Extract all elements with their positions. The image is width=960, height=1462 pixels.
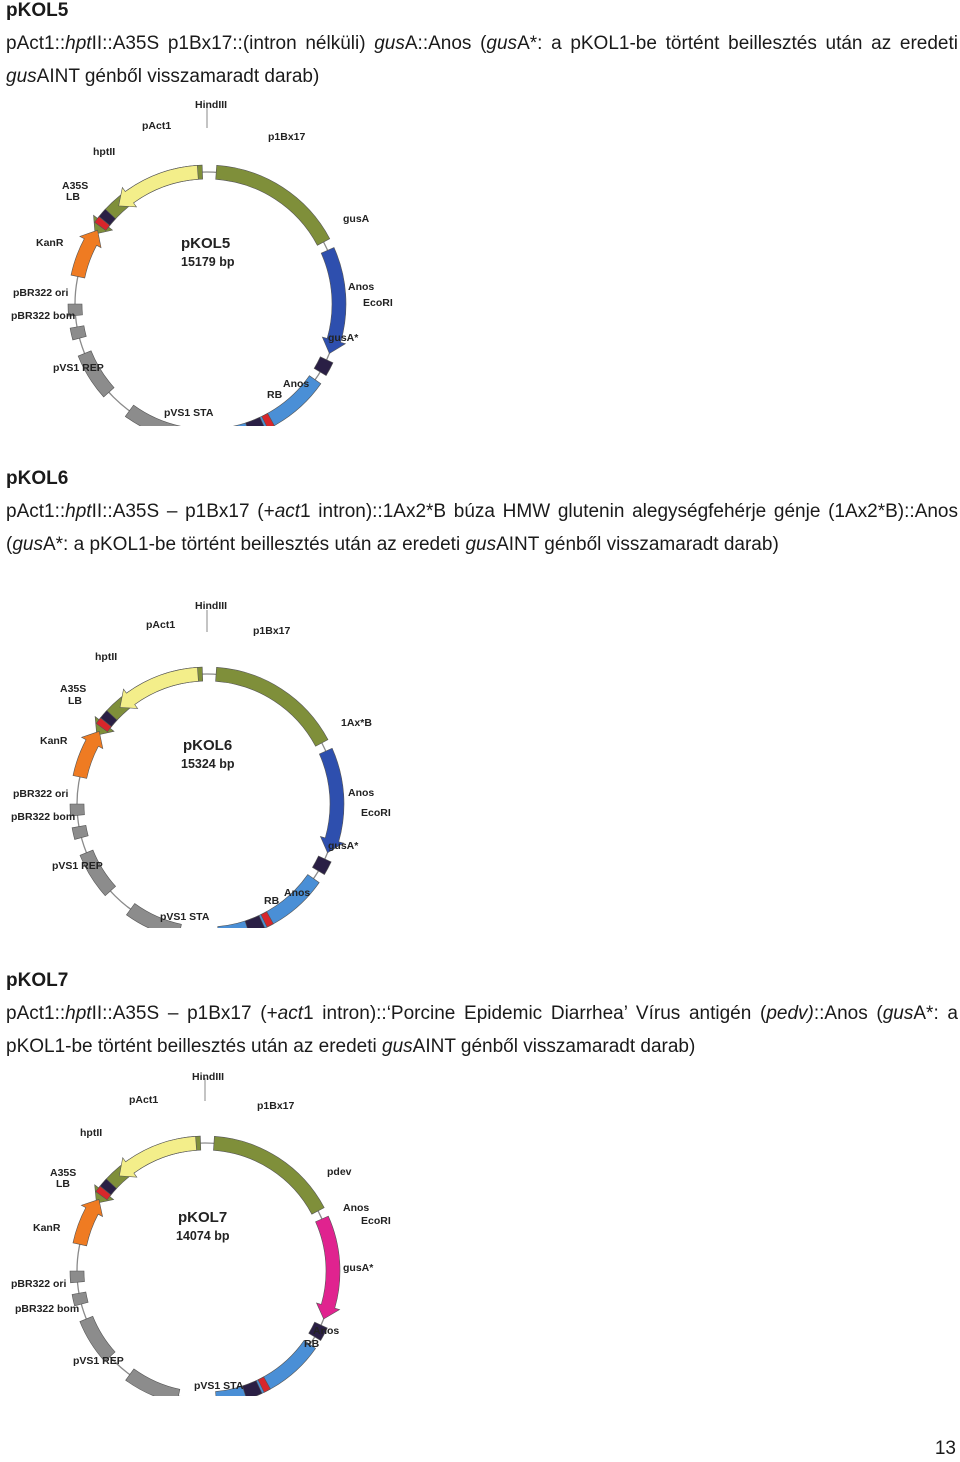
label-gusa-star: gusA* [328, 840, 359, 852]
section-description [6, 998, 958, 1063]
italic-gene-name: hpt [65, 33, 92, 54]
italic-gene-name: gus [12, 533, 43, 555]
label-lb: LB [66, 191, 80, 203]
description-text: 1 intron)::1Ax2*B búza HMW glutenin alegységfehérje génje (1Ax2*B)::Anos ( [6, 501, 958, 555]
label-kanr: KanR [40, 735, 68, 747]
hptii-arc [120, 667, 198, 708]
label-a35s: A35S [60, 683, 87, 695]
kanr-arc [71, 230, 101, 278]
italic-gene-name: gus [882, 1003, 914, 1024]
anos-box [314, 357, 333, 376]
description-text: ::Anos ( [813, 1003, 883, 1024]
label-rb: RB [264, 895, 280, 907]
label-p1bx17: p1Bx17 [268, 131, 306, 143]
italic-gene-name: act [274, 501, 301, 522]
label-gene: pdev [327, 1166, 352, 1178]
hptii-arc [119, 1136, 196, 1177]
label-p1bx17: p1Bx17 [253, 625, 291, 637]
label-gene: gusA [343, 213, 370, 225]
description-text: A*: a pKOL1-be történt beillesztés után az eredeti [517, 33, 958, 54]
description-text: A*: a pKOL1-be történt beillesztés után az eredeti [6, 1003, 958, 1057]
label-hindiii: HindIII [192, 1071, 225, 1083]
plasmid-name: pKOL7 [178, 1209, 228, 1226]
pvs1-rep-arc [80, 850, 116, 896]
p1bx17-arc [213, 1136, 324, 1214]
anos-box [312, 856, 331, 875]
plasmid-size: 15324 bp [181, 757, 235, 771]
label-anos: Anos [348, 787, 375, 799]
label-lb: LB [56, 1178, 70, 1190]
pvs1-sta-arc [126, 1369, 180, 1396]
label-gene: 1Ax*B [341, 717, 372, 729]
description-text: AINT génből visszamaradt darab) [412, 1035, 696, 1057]
label-pvs1-rep: pVS1 REP [73, 1355, 124, 1367]
description-text: II::A35S – p1Bx17 (+ [91, 501, 275, 522]
label-pbr322-bom: pBR322 bom [11, 310, 76, 322]
section-title: pKOL5 [6, 0, 69, 21]
italic-gene-name: gus [374, 33, 405, 54]
label-hindiii: HindIII [195, 600, 228, 612]
section-description [6, 496, 958, 561]
gene-arc [316, 1216, 340, 1319]
pbr322-bom-box [72, 825, 88, 839]
label-hindiii: HindIII [195, 99, 228, 111]
label-gusa-star: gusA* [343, 1262, 374, 1274]
description-text: A*: a pKOL1-be történt beillesztés után az eredeti [42, 533, 466, 555]
pbr322-ori-box [70, 1271, 84, 1283]
hptii-arc [119, 165, 199, 207]
label-hptii: hptII [80, 1127, 103, 1139]
label-pvs1-rep: pVS1 REP [53, 362, 104, 374]
label-anos: Anos [348, 281, 375, 293]
kanr-arc [73, 1199, 103, 1245]
plasmid-name: pKOL5 [181, 235, 231, 252]
pbr322-bom-box [70, 326, 86, 340]
label-ecori: EcoRI [361, 807, 391, 819]
page-number: 13 [934, 1438, 956, 1459]
plasmid-map [0, 98, 400, 426]
description-text: pAct1:: [6, 33, 66, 54]
description-text: II::A35S p1Bx17::(intron nélküli) [91, 33, 375, 54]
label-hptii: hptII [95, 651, 118, 663]
italic-gene-name: gus [382, 1035, 413, 1057]
description-text: II::A35S – p1Bx17 (+ [91, 1003, 278, 1024]
label-pvs1-rep: pVS1 REP [52, 860, 103, 872]
plasmid-size: 15179 bp [181, 255, 235, 269]
italic-gene-name: hpt [65, 501, 92, 522]
italic-gene-name: act [277, 1003, 304, 1024]
label-gusa-star: gusA* [328, 332, 359, 344]
description-text: A::Anos ( [404, 33, 487, 54]
label-pbr322-ori: pBR322 ori [13, 287, 69, 299]
label-hptii: hptII [93, 146, 116, 158]
label-kanr: KanR [36, 237, 64, 249]
gene-arc [319, 748, 344, 852]
section-title: pKOL6 [6, 468, 69, 489]
label-anos-2: Anos [284, 887, 311, 899]
label-p1bx17: p1Bx17 [257, 1100, 295, 1112]
label-pact1: pAct1 [146, 619, 176, 631]
label-rb: RB [267, 389, 283, 401]
italic-gene-name: gus [465, 533, 497, 555]
description-text: pAct1:: [6, 1003, 66, 1024]
label-lb: LB [68, 695, 82, 707]
label-ecori: EcoRI [361, 1215, 391, 1227]
plasmid-name: pKOL6 [183, 737, 233, 754]
label-pvs1-sta: pVS1 STA [194, 1380, 244, 1392]
description-text: 1 intron)::‘Porcine Epidemic Diarrhea’ Vírus antigén ( [303, 1003, 767, 1024]
label-pbr322-bom: pBR322 bom [11, 811, 76, 823]
description-text: AINT génből visszamaradt darab) [36, 65, 320, 87]
label-pact1: pAct1 [129, 1094, 159, 1106]
label-ecori: EcoRI [363, 297, 393, 309]
label-pbr322-ori: pBR322 ori [11, 1278, 67, 1290]
label-kanr: KanR [33, 1222, 61, 1234]
label-rb: RB [304, 1338, 320, 1350]
p1bx17-arc [216, 667, 328, 746]
italic-gene-name: pedv) [766, 1003, 814, 1024]
label-a35s: A35S [50, 1167, 77, 1179]
label-pbr322-ori: pBR322 ori [13, 788, 69, 800]
p1bx17-arc [216, 165, 330, 245]
label-a35s: A35S [62, 180, 89, 192]
description-text: AINT génből visszamaradt darab) [496, 533, 779, 555]
label-anos: Anos [343, 1202, 370, 1214]
plasmid-size: 14074 bp [176, 1229, 230, 1243]
label-pvs1-sta: pVS1 STA [164, 407, 214, 419]
label-pvs1-sta: pVS1 STA [160, 911, 210, 923]
section-title: pKOL7 [6, 970, 69, 991]
section-description [6, 28, 958, 93]
italic-gene-name: gus [6, 65, 37, 87]
label-anos-2: Anos [283, 378, 310, 390]
italic-gene-name: hpt [65, 1003, 92, 1024]
plasmid-map [0, 1066, 400, 1396]
italic-gene-name: gus [486, 33, 518, 54]
kanr-arc [73, 731, 103, 778]
label-anos-2: Anos [313, 1325, 340, 1337]
plasmid-map [0, 598, 400, 928]
description-text: pAct1:: [6, 501, 66, 522]
label-pact1: pAct1 [142, 120, 172, 132]
label-pbr322-bom: pBR322 bom [15, 1303, 80, 1315]
